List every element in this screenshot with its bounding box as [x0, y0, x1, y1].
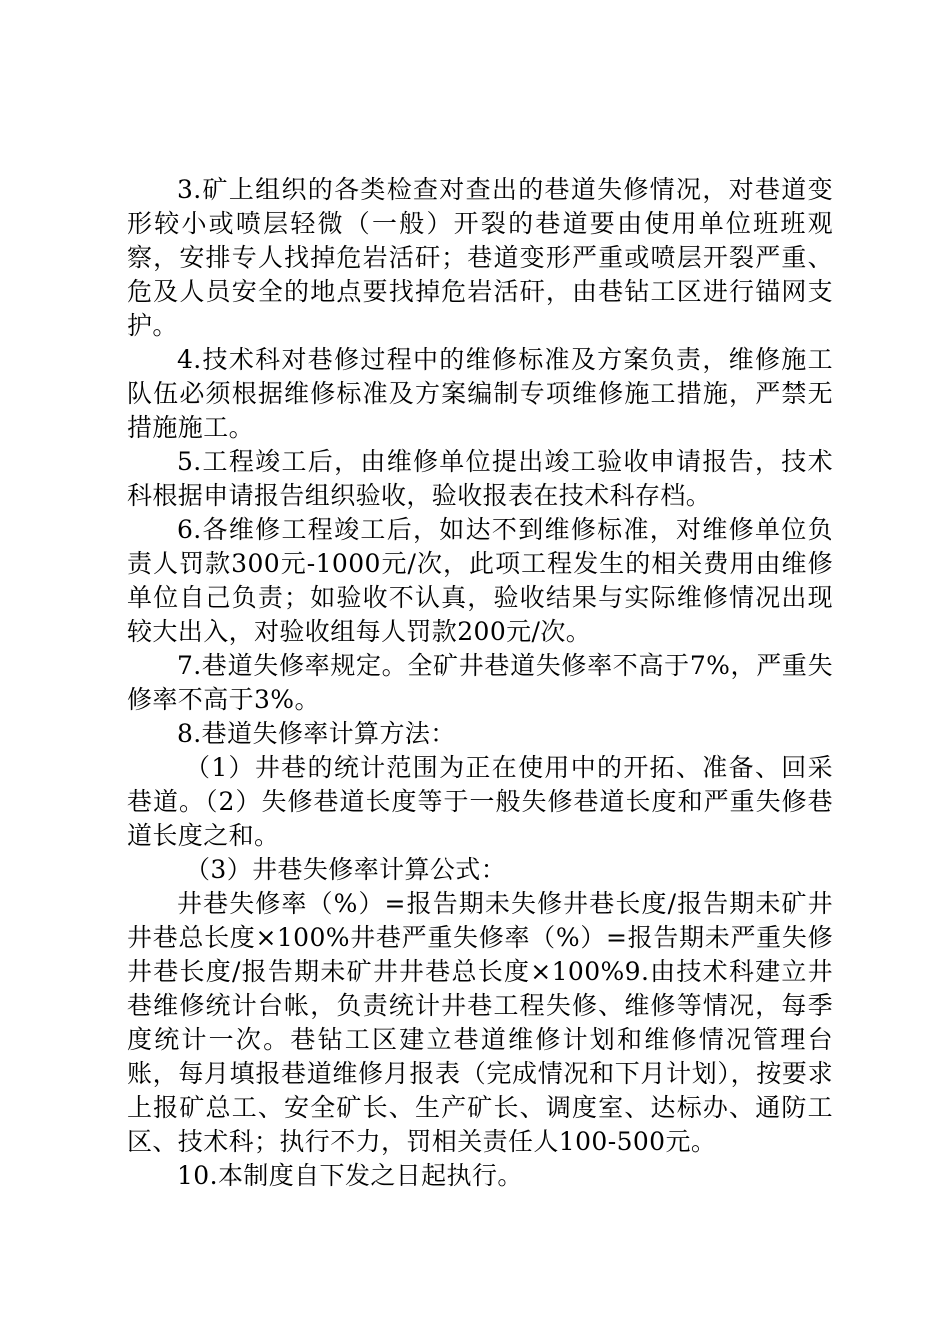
paragraph-8-3: （3）井巷失修率计算公式： — [185, 855, 507, 884]
paragraph-7: 7.巷道失修率规定。全矿井巷道失修率不高于7%，严重失修率不高于3%。 — [127, 651, 833, 714]
paragraph-10: 10.本制度自下发之日起执行。 — [177, 1161, 523, 1190]
paragraph-8-1: （1）井巷的统计范围为正在使用中的开拓、准备、回采巷道。（2）失修巷道长度等于一般失修巷道长度和严重失修巷道长度之和。 — [127, 753, 833, 850]
paragraph-8: 8.巷道失修率计算方法： — [177, 719, 456, 748]
paragraph-5: 5.工程竣工后，由维修单位提出竣工验收申请报告，技术科根据申请报告组织验收，验收报表在技术科存档。 — [127, 447, 833, 510]
paragraph-formula: 井巷失修率（%）=报告期未失修井巷长度/报告期未矿井井巷总长度×100%井巷严重失修率（%）=报告期未严重失修井巷长度/报告期未矿井井巷总长度×100%9.由技术科建立井巷维修统计台帐，负责统计井巷工程失修、维修等情况，每季度统计一次。巷钻工区建立巷道维修计划和维修情况管理台账，每月填报巷道维修月报表（完成情况和下月计划），按要求上报矿总工、安全矿长、生产矿长、调度室、达标办、通防工区、技术科；执行不力，罚相关责任人100-500元。 — [127, 889, 833, 1156]
document-body — [127, 173, 833, 1193]
paragraph-4: 4.技术科对巷修过程中的维修标准及方案负责，维修施工队伍必须根据维修标准及方案编制专项维修施工措施，严禁无措施施工。 — [127, 345, 833, 442]
paragraph-6: 6.各维修工程竣工后，如达不到维修标准，对维修单位负责人罚款300元-1000元/次，此项工程发生的相关费用由维修单位自己负责；如验收不认真，验收结果与实际维修情况出现较大出入，对验收组每人罚款200元/次。 — [127, 515, 833, 646]
paragraph-3: 3.矿上组织的各类检查对查出的巷道失修情况，对巷道变形较小或喷层轻微（一般）开裂的巷道要由使用单位班班观察，安排专人找掉危岩活矸；巷道变形严重或喷层开裂严重、危及人员安全的地点要找掉危岩活矸，由巷钻工区进行锚网支护。 — [127, 175, 833, 340]
